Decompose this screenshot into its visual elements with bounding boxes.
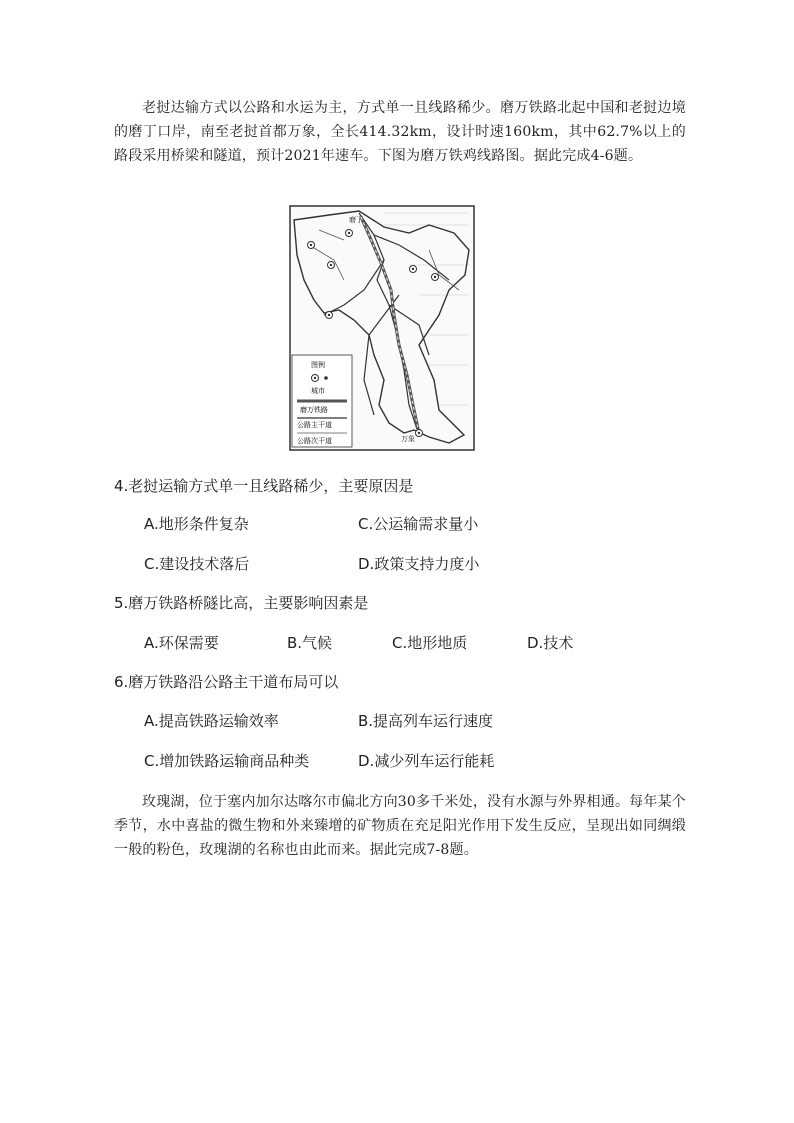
question-6-option-c[interactable]: C.增加铁路运输商品种类 [144, 752, 310, 770]
question-4-option-a[interactable]: A.地形条件复杂 [144, 515, 249, 533]
question-6-stem: 6.磨万铁路沿公路主干道布局可以 [114, 673, 339, 691]
question-5-option-d[interactable]: D.技术 [527, 634, 574, 652]
legend-city-icon [312, 375, 319, 382]
city-marker [410, 266, 417, 273]
question-5-option-a[interactable]: A.环保需要 [144, 634, 219, 652]
question-6-option-b[interactable]: B.提高列车运行速度 [358, 712, 494, 730]
map-legend [292, 355, 352, 447]
question-6-option-d[interactable]: D.减少列车运行能耗 [358, 752, 495, 770]
city-marker [432, 274, 439, 281]
legend-city-label: 城市 [311, 387, 325, 395]
city-marker [416, 430, 423, 437]
legend-title: 图例 [311, 361, 325, 369]
railway-route-map [289, 205, 475, 451]
city-marker [328, 262, 335, 269]
city-marker [346, 230, 353, 237]
legend-railway-label: 磨万铁路 [300, 406, 328, 414]
question-5-option-c[interactable]: C.地形地质 [392, 634, 468, 652]
legend-minor-road-label: 公路次干道 [297, 437, 332, 445]
city-marker [308, 242, 315, 249]
question-6-option-a[interactable]: A.提高铁路运输效率 [144, 712, 279, 730]
city-label-moding: 磨丁 [349, 216, 363, 224]
legend-main-road-label: 公路主干道 [297, 421, 332, 429]
passage-intro-railway: 老挝达输方式以公路和水运为主，方式单一且线路稀少。磨万铁路北起中国和老挝边境的磨丁口岸，南至老挝首都万象，全长414.32km，设计时速160km，其中62.7%以上的路段采用桥梁和隧道，预计2021年速车。下图为磨万铁鸡线路图。据此完成4-6题。 [114, 100, 686, 164]
question-4-option-d[interactable]: D.政策支持力度小 [358, 555, 480, 573]
map-figure [289, 205, 475, 451]
city-marker [326, 312, 333, 319]
question-4-option-c[interactable]: C.建设技术落后 [144, 555, 250, 573]
question-5-option-b[interactable]: B.气候 [287, 634, 333, 652]
passage-rose-lake: 玫瑰湖，位于塞内加尔达喀尔市偏北方向30多千米处，没有水源与外界相通。每年某个季节，水中喜盐的微生物和外来臻增的矿物质在充足阳光作用下发生反应，呈现出如同绸缎一般的粉色，玫瑰湖的名称也由此而来。据此完成7-8题。 [114, 794, 686, 858]
question-4-option-b[interactable]: C.公运输需求量小 [358, 515, 479, 533]
question-5-stem: 5.磨万铁路桥隧比高，主要影响因素是 [114, 594, 369, 612]
city-label-vientiane: 万象 [401, 435, 415, 443]
question-4-stem: 4.老挝运输方式单一且线路稀少，主要原因是 [114, 477, 414, 495]
